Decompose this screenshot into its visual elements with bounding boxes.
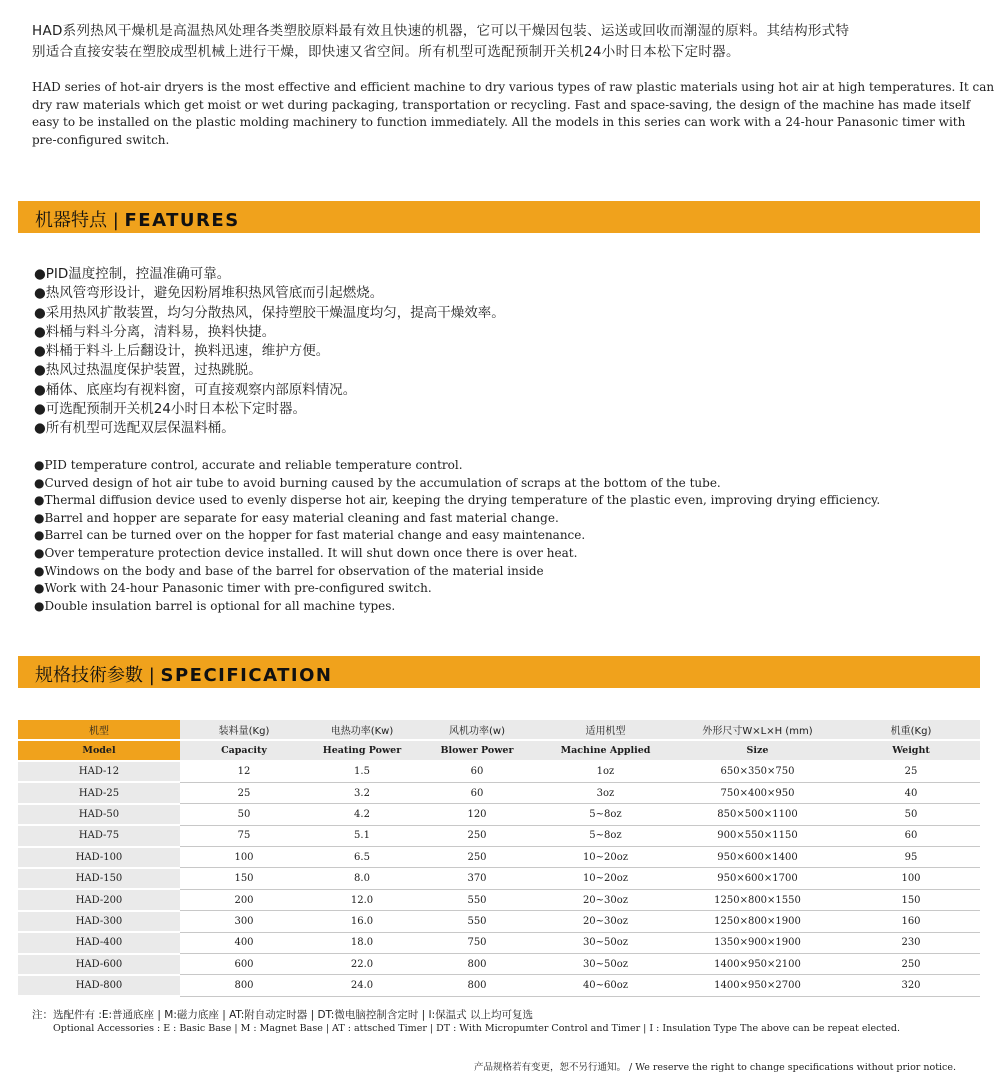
table-row [18, 954, 980, 975]
model-cell: HAD-400 [18, 932, 180, 953]
optional-accessories-note-cn: 注：选配件有 :E:普通底座 | M:磁力底座 | AT:附自动定时器 | DT:微电脑控制含定时 | I:保温式 以上均可复选 [32, 1009, 534, 1021]
table-cell: 150 [842, 889, 980, 910]
table-cell: 50 [842, 804, 980, 825]
specification-title-cn: 规格技術参數 | [35, 665, 161, 686]
table-cell: 100 [842, 868, 980, 889]
table-cell: 1400×950×2700 [673, 975, 842, 996]
feature-item-en: ●Barrel and hopper are separate for easy material cleaning and fast material change. [34, 510, 559, 525]
feature-item-en: ●Curved design of hot air tube to avoid burning caused by the accumulation of scraps at the bottom of the tube. [34, 475, 721, 490]
header-cell: Heating Power [308, 740, 416, 761]
optional-accessories-note-en: Optional Accessories : E : Basic Base | M : Magnet Base | AT : attsched Timer | DT : With Micropumter Control and Timer | I : Insulation Type The above can be repeat elected. [53, 1023, 900, 1034]
table-cell: 60 [416, 761, 538, 782]
specification-section-header [18, 656, 980, 688]
features-title-cn: 机器特点 | [35, 210, 125, 231]
table-cell: 750 [416, 932, 538, 953]
table-cell: 20~30oz [538, 911, 673, 932]
table-cell: 120 [416, 804, 538, 825]
table-cell: 4.2 [308, 804, 416, 825]
table-cell: 1250×800×1550 [673, 889, 842, 910]
table-cell: 10~20oz [538, 868, 673, 889]
header-cell: 风机功率(w) [416, 720, 538, 740]
feature-item-cn: ●热风管弯形设计，避免因粉屑堆积热风管底而引起燃烧。 [34, 285, 384, 302]
header-cell: Model [18, 740, 180, 761]
table-row [18, 782, 980, 803]
header-cell: 装料量(Kg) [180, 720, 308, 740]
feature-item-en: ●Work with 24-hour Panasonic timer with pre-configured switch. [34, 581, 432, 596]
intro-cn-line: HAD系列热风干燥机是高温热风处理各类塑胶原料最有效且快速的机器，它可以干燥因包装、运送或回收而潮湿的原料。其结构形式特 [32, 23, 850, 39]
features-title [35, 206, 240, 232]
table-cell: 12 [180, 761, 308, 782]
table-row [18, 825, 980, 846]
table-cell: 8.0 [308, 868, 416, 889]
table-cell: 60 [842, 825, 980, 846]
table-cell: 30~50oz [538, 954, 673, 975]
table-cell: 20~30oz [538, 889, 673, 910]
feature-item-en: ●Double insulation barrel is optional for all machine types. [34, 598, 396, 613]
model-cell: HAD-800 [18, 975, 180, 996]
table-cell: 320 [842, 975, 980, 996]
intro-en-line: dry raw materials which get moist or wet during packaging, transportation or recycling. Fast and space-saving, the design of the machine has made itself [32, 97, 971, 112]
table-cell: 800 [416, 975, 538, 996]
table-cell: 600 [180, 954, 308, 975]
model-cell: HAD-100 [18, 847, 180, 868]
header-cell: Size [673, 740, 842, 761]
model-cell: HAD-25 [18, 782, 180, 803]
table-cell: 5.1 [308, 825, 416, 846]
table-cell: 250 [842, 954, 980, 975]
table-cell: 950×600×1400 [673, 847, 842, 868]
table-cell: 750×400×950 [673, 782, 842, 803]
feature-item-cn: ●PID温度控制，控温准确可靠。 [34, 266, 231, 282]
table-cell: 6.5 [308, 847, 416, 868]
model-cell: HAD-75 [18, 825, 180, 846]
table-row [18, 911, 980, 932]
table-cell: 550 [416, 889, 538, 910]
table-row [18, 868, 980, 889]
table-cell: 650×350×750 [673, 761, 842, 782]
table-cell: 250 [416, 825, 538, 846]
table-cell: 800 [416, 954, 538, 975]
table-cell: 75 [180, 825, 308, 846]
header-cell: 外形尺寸W×L×H (mm) [673, 720, 842, 740]
feature-item-en: ●Over temperature protection device installed. It will shut down once there is over heat. [34, 545, 578, 560]
feature-item-cn: ●热风过热温度保护装置，过热跳脱。 [34, 362, 262, 379]
table-cell: 1oz [538, 761, 673, 782]
model-cell: HAD-200 [18, 889, 180, 910]
table-cell: 100 [180, 847, 308, 868]
table-cell: 40 [842, 782, 980, 803]
table-cell: 60 [416, 782, 538, 803]
table-cell: 95 [842, 847, 980, 868]
table-row [18, 975, 980, 996]
table-cell: 1.5 [308, 761, 416, 782]
table-cell: 160 [842, 911, 980, 932]
header-cell: Machine Applied [538, 740, 673, 761]
feature-item-cn: ●所有机型可选配双层保温料桶。 [34, 420, 235, 437]
footer-disclaimer-en: We reserve the right to change specifications without prior notice. [635, 1062, 957, 1073]
table-cell: 1350×900×1900 [673, 932, 842, 953]
intro-en-line: HAD series of hot-air dryers is the most effective and efficient machine to dry various types of raw plastic materials using hot air at high temperatures. It can [32, 80, 995, 94]
table-cell: 12.0 [308, 889, 416, 910]
model-cell: HAD-300 [18, 911, 180, 932]
model-cell: HAD-150 [18, 868, 180, 889]
table-row [18, 889, 980, 910]
feature-item-cn: ●采用热风扩散装置，均匀分散热风，保持塑胶干燥温度均匀，提高干燥效率。 [34, 304, 505, 321]
table-cell: 900×550×1150 [673, 825, 842, 846]
header-cell: Blower Power [416, 740, 538, 761]
model-cell: HAD-50 [18, 804, 180, 825]
table-row [18, 932, 980, 953]
table-cell: 25 [180, 782, 308, 803]
table-cell: 10~20oz [538, 847, 673, 868]
table-cell: 22.0 [308, 954, 416, 975]
table-cell: 250 [416, 847, 538, 868]
header-cell: 电热功率(Kw) [308, 720, 416, 740]
table-cell: 400 [180, 932, 308, 953]
table-cell: 300 [180, 911, 308, 932]
feature-item-cn: ●料桶于料斗上后翻设计，换料迅速，维护方便。 [34, 343, 330, 360]
feature-item-en: ●Barrel can be turned over on the hopper for fast material change and easy maintenance. [34, 528, 586, 543]
feature-item-cn: ●料桶与料斗分离，清料易，换料快捷。 [34, 323, 276, 340]
table-cell: 5~8oz [538, 825, 673, 846]
table-cell: 18.0 [308, 932, 416, 953]
features-section-header [18, 201, 980, 233]
feature-item-en: ●Windows on the body and base of the barrel for observation of the material inside [34, 563, 544, 578]
table-cell: 30~50oz [538, 932, 673, 953]
intro-english [32, 79, 995, 149]
table-cell: 5~8oz [538, 804, 673, 825]
header-cell: 机重(Kg) [842, 720, 980, 740]
model-cell: HAD-600 [18, 954, 180, 975]
table-cell: 25 [842, 761, 980, 782]
intro-en-line: easy to be installed on the plastic molding machinery to function immediately. All the models in this series can work with a 24-hour Panasonic timer with [32, 115, 966, 129]
model-cell: HAD-12 [18, 761, 180, 782]
features-list-chinese [34, 265, 505, 439]
intro-cn-line: 别适合直接安装在塑胶成型机械上进行干燥，即快速又省空间。所有机型可选配预制开关机24小时日本松下定时器。 [32, 44, 740, 60]
table-cell: 3oz [538, 782, 673, 803]
table-cell: 850×500×1100 [673, 804, 842, 825]
feature-item-en: ●PID temperature control, accurate and reliable temperature control. [34, 458, 463, 472]
table-header-row-cn [18, 720, 980, 740]
table-cell: 1250×800×1900 [673, 911, 842, 932]
feature-item-en: ●Thermal diffusion device used to evenly disperse hot air, keeping the drying temperature of the plastic even, improving drying efficiency. [34, 493, 881, 508]
table-cell: 40~60oz [538, 975, 673, 996]
table-cell: 230 [842, 932, 980, 953]
table-cell: 50 [180, 804, 308, 825]
footer-disclaimer-cn: 产品规格若有变更，恕不另行通知。 / [474, 1062, 636, 1073]
header-cell: Weight [842, 740, 980, 761]
feature-item-cn: ●桶体、底座均有视料窗，可直接观察内部原料情况。 [34, 381, 357, 398]
table-cell: 24.0 [308, 975, 416, 996]
header-cell: 适用机型 [538, 720, 673, 740]
table-cell: 200 [180, 889, 308, 910]
table-cell: 800 [180, 975, 308, 996]
table-cell: 150 [180, 868, 308, 889]
intro-en-line: pre-configured switch. [32, 132, 170, 147]
table-cell: 3.2 [308, 782, 416, 803]
feature-item-cn: ●可选配预制开关机24小时日本松下定时器。 [34, 401, 306, 418]
table-cell: 16.0 [308, 911, 416, 932]
specification-table [18, 720, 980, 997]
specification-title [35, 661, 332, 687]
table-cell: 1400×950×2100 [673, 954, 842, 975]
intro-chinese [32, 21, 982, 63]
features-title-en: FEATURES [124, 210, 240, 231]
table-cell: 370 [416, 868, 538, 889]
table-row [18, 847, 980, 868]
table-cell: 950×600×1700 [673, 868, 842, 889]
features-list-english [34, 457, 880, 615]
header-cell: 机型 [18, 720, 180, 740]
table-cell: 550 [416, 911, 538, 932]
specification-title-en: SPECIFICATION [160, 665, 333, 686]
footer-disclaimer [474, 1059, 956, 1073]
table-row [18, 761, 980, 782]
table-header-row-en [18, 740, 980, 761]
header-cell: Capacity [180, 740, 308, 761]
table-row [18, 804, 980, 825]
